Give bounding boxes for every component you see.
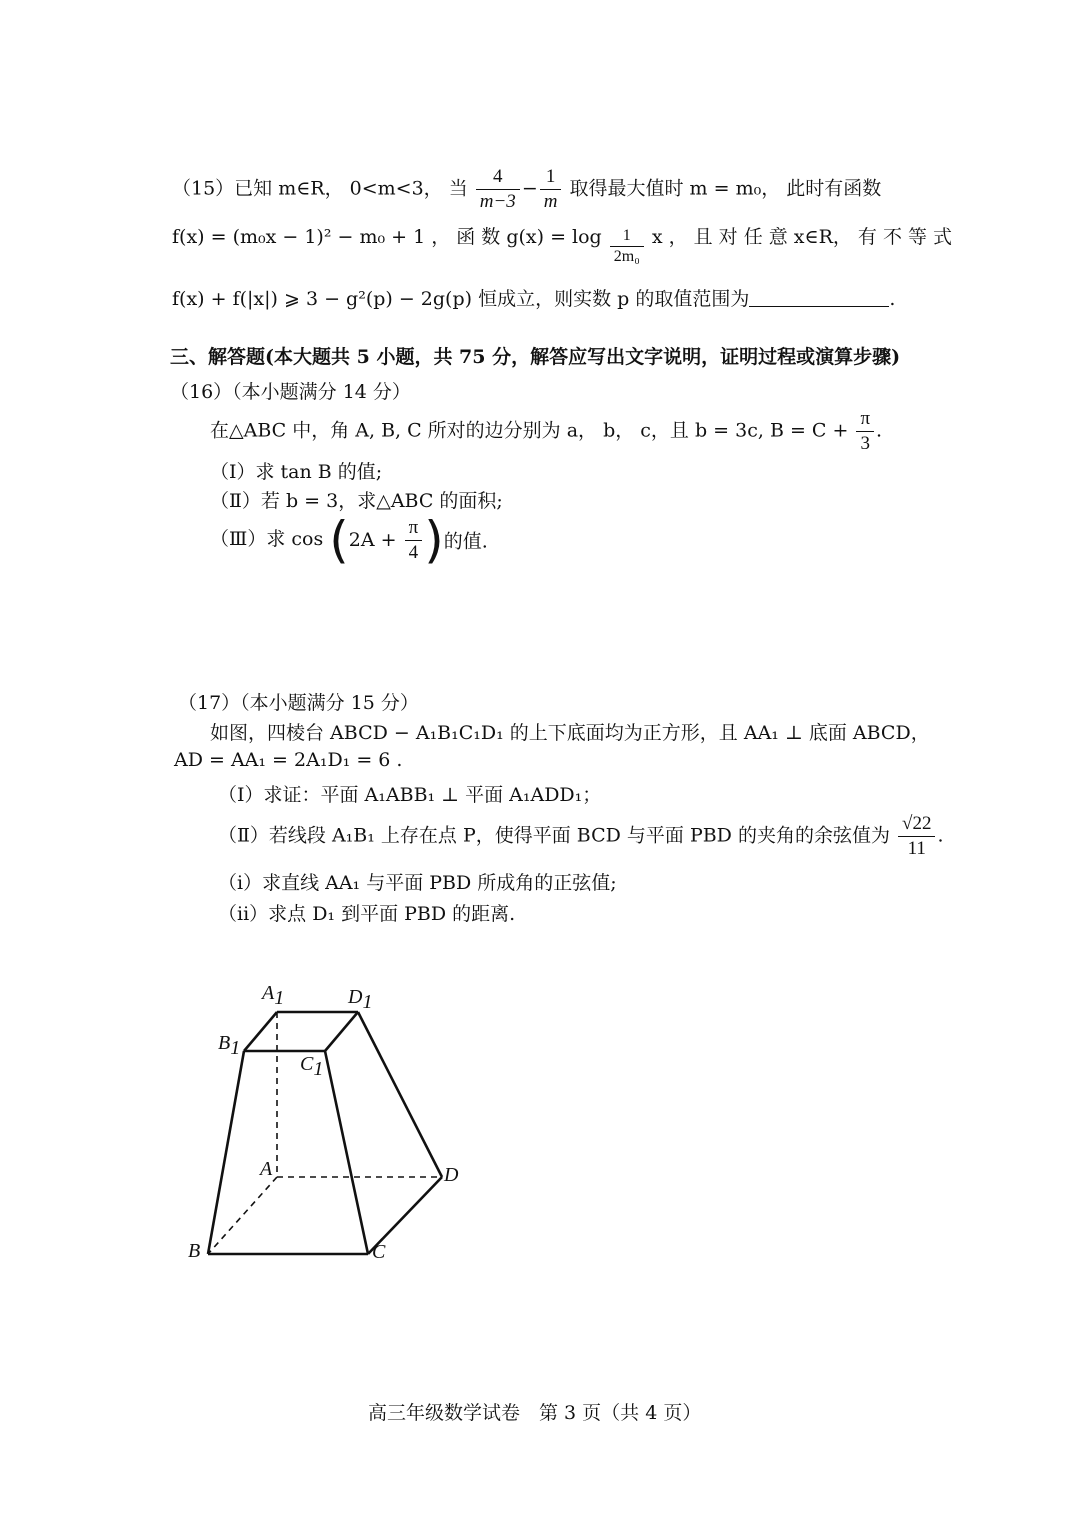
q15-line3-end: .	[889, 288, 896, 310]
q17-part2-a: （Ⅱ）若线段 A₁B₁ 上存在点 P，使得平面 BCD 与平面 PBD 的夹角的余弦值为	[218, 824, 890, 847]
edge-A1-B1	[244, 1012, 277, 1051]
q16-part3-a: （Ⅲ）求 cos	[210, 528, 324, 550]
right-paren: )	[424, 511, 444, 569]
edge-C1-C	[325, 1051, 368, 1254]
q16-stem	[210, 408, 882, 455]
q15-line1-a: （15）已知 m∈R， 0<m<3， 当	[172, 177, 468, 200]
label-B: B	[188, 1240, 201, 1262]
edge-D1-D	[358, 1012, 442, 1177]
q16-part3-b: 的值.	[443, 530, 488, 553]
label-C1: C1	[300, 1053, 324, 1080]
section-3-title: 三、解答题(本大题共 5 小题，共 75 分，解答应写出文字说明，证明过程或演算步骤)	[170, 346, 901, 368]
q16-part3-frac-denominator: 4	[408, 541, 419, 563]
q17-part1: （Ⅰ）求证：平面 A₁ABB₁ ⊥ 平面 A₁ADD₁；	[218, 784, 602, 806]
q17-part2-fraction	[898, 813, 935, 860]
q15-log-base-numerator: 1	[610, 227, 644, 247]
q17-sub1: （i）求直线 AA₁ 与平面 PBD 所成角的正弦值;	[218, 872, 617, 894]
q17-header: （17）（本小题满分 15 分）	[178, 692, 419, 714]
q15-line1	[172, 166, 881, 213]
label-C: C	[372, 1241, 386, 1263]
left-paren: (	[329, 511, 349, 569]
edge-C1-D1	[325, 1012, 358, 1051]
q16-part3-inner: 2A +	[348, 529, 397, 551]
q15-fraction-2	[540, 166, 562, 213]
q15-frac1-denominator: m−3	[479, 191, 516, 212]
q15-frac2-numerator: 1	[540, 166, 562, 190]
q15-line3	[172, 284, 895, 311]
label-B1: B1	[218, 1032, 241, 1059]
q17-part2-end: .	[937, 824, 944, 847]
edge-B1-B	[208, 1051, 244, 1254]
q16-part3-frac-numerator: π	[405, 517, 423, 541]
q15-line2	[172, 222, 952, 266]
q16-stem-frac-denominator: 3	[860, 433, 870, 454]
q15-log-base-denominator: 2m₀	[613, 248, 640, 265]
q15-frac1-numerator: 4	[476, 166, 520, 190]
q16-part1: （Ⅰ）求 tan B 的值;	[210, 461, 383, 483]
q15-log-base	[610, 227, 644, 266]
label-D: D	[444, 1164, 459, 1186]
page-footer: 高三年级数学试卷 第 3 页（共 4 页）	[368, 1402, 702, 1424]
label-A1: A1	[262, 982, 285, 1009]
q17-part2-frac-numerator: √22	[898, 813, 935, 837]
q16-header: （16）（本小题满分 14 分）	[170, 381, 411, 403]
q16-stem-frac-numerator: π	[856, 408, 874, 432]
label-D1: D1	[348, 986, 373, 1013]
q15-line1-b: 取得最大值时 m = m₀， 此时有函数	[569, 177, 882, 200]
q17-part2-frac-denominator: 11	[907, 838, 926, 859]
q15-fraction-1	[476, 166, 520, 213]
answer-blank[interactable]	[749, 286, 889, 307]
q15-line3-text: f(x) + f(|x|) ⩾ 3 − g²(p) − 2g(p) 恒成立，则实数 p 的取值范围为	[172, 288, 750, 310]
q15-line2-a: f(x) = (m₀x − 1)² − m₀ + 1 ， 函 数 g(x) = log	[172, 226, 602, 248]
q17-sub2: （ii）求点 D₁ 到平面 PBD 的距离.	[218, 903, 516, 925]
q15-line2-b: x ， 且 对 任 意 x∈R， 有 不 等 式	[651, 226, 953, 248]
q16-part3-fraction	[405, 517, 423, 564]
q16-part2: （Ⅱ）若 b = 3，求△ABC 的面积;	[210, 490, 503, 512]
q16-part3	[210, 511, 488, 569]
q17-stem-1: 如图，四棱台 ABCD − A₁B₁C₁D₁ 的上下底面均为正方形，且 AA₁ ⊥ 底面 ABCD，	[210, 722, 930, 744]
frustum-figure	[180, 975, 480, 1275]
q15-minus: −	[521, 177, 538, 200]
q16-stem-end: .	[876, 419, 883, 442]
q16-stem-a: 在△ABC 中，角 A, B, C 所对的边分别为 a， b， c，且 b = 3c, B = C +	[210, 419, 849, 442]
q16-stem-fraction	[856, 408, 874, 455]
q17-stem-2: AD = AA₁ = 2A₁D₁ = 6 .	[174, 749, 403, 771]
q17-part2	[218, 813, 944, 860]
label-A: A	[260, 1158, 273, 1180]
q15-frac2-denominator: m	[543, 191, 558, 212]
